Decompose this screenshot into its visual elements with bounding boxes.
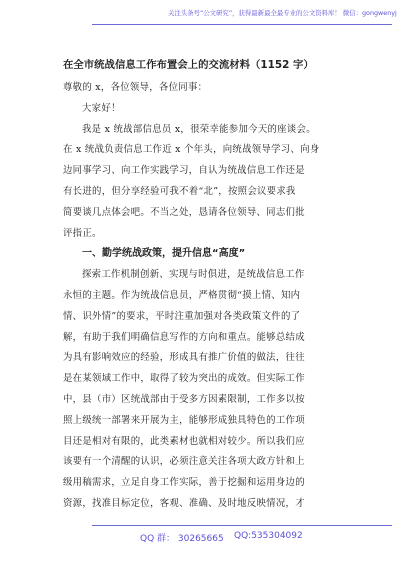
paragraph-line: 探索工作机制创新、实现与时俱进，是统战信息工作 (82, 269, 305, 281)
paragraph-line: 资源，找准目标定位，客观、准确、及时地反映情况，才 (63, 497, 305, 509)
greeting: 大家好！ (82, 102, 121, 114)
paragraph-line: 情、识外情”的要求，平时注重加强对各类政策文件的了 (63, 310, 301, 322)
header-divider (92, 24, 392, 25)
section-heading: 一、勤学统战政策，提升信息“高度” (82, 248, 246, 260)
paragraph-line: 是在某领域工作中，取得了较为突出的成效。但实际工作 (63, 373, 305, 385)
paragraph-line: 该要有一个清醒的认识，必须注意关注各项大政方针和上 (63, 456, 305, 468)
paragraph-line: 评指正。 (63, 227, 102, 239)
paragraph-line: 目还是相对有限的，此类素材也就相对较少。所以我们应 (63, 435, 305, 447)
footer-qq: QQ:535304092 (234, 531, 303, 541)
salutation: 尊敬的 x，各位领导，各位同事： (63, 82, 208, 93)
paragraph-line: 级用稿需求，立足自身工作实际，善于挖掘和运用身边的 (63, 477, 305, 489)
paragraph-line: 我是 x 统战部信息员 x，很荣幸能参加今天的座谈会。 (82, 123, 316, 135)
paragraph-line: 永恒的主题。作为统战信息员，严格贯彻“摸上情、知内 (63, 289, 301, 301)
paragraph-line: 解，有助于我们明确信息写作的方向和重点。能够总结成 (63, 331, 305, 343)
document-title: 在全市统战信息工作布置会上的交流材料（1152 字） (63, 59, 314, 71)
paragraph-line: 为具有影响效应的经验，形成具有推广价值的做法，往往 (63, 352, 305, 364)
footer-divider (92, 525, 392, 526)
paragraph-line: 简要谈几点体会吧。不当之处，恳请各位领导、同志们批 (63, 206, 305, 218)
paragraph-line: 边同事学习、向工作实践学习，自认为统战信息工作还是 (63, 165, 305, 177)
paragraph-line: 有长进的，但分享经验可我不着“北”，按照会议要求我 (63, 185, 296, 197)
paragraph-line: 在 x 统战负责信息工作近 x 个年头，向统战领导学习、向身 (63, 144, 320, 156)
footer-qq-group: QQ 群： 30265665 (140, 534, 224, 544)
paragraph-line: 中，县（市）区统战部由于受多方因素限制，工作多以按 (63, 393, 305, 405)
header-notice: 关注头条号“公文研究”，获得最新最全最专业的公文资料库！ 微信：gongwenyj (168, 9, 397, 17)
document-body (63, 58, 363, 515)
paragraph-line: 照上级统一部署来开展为主，能够形成独具特色的工作项 (63, 414, 305, 426)
